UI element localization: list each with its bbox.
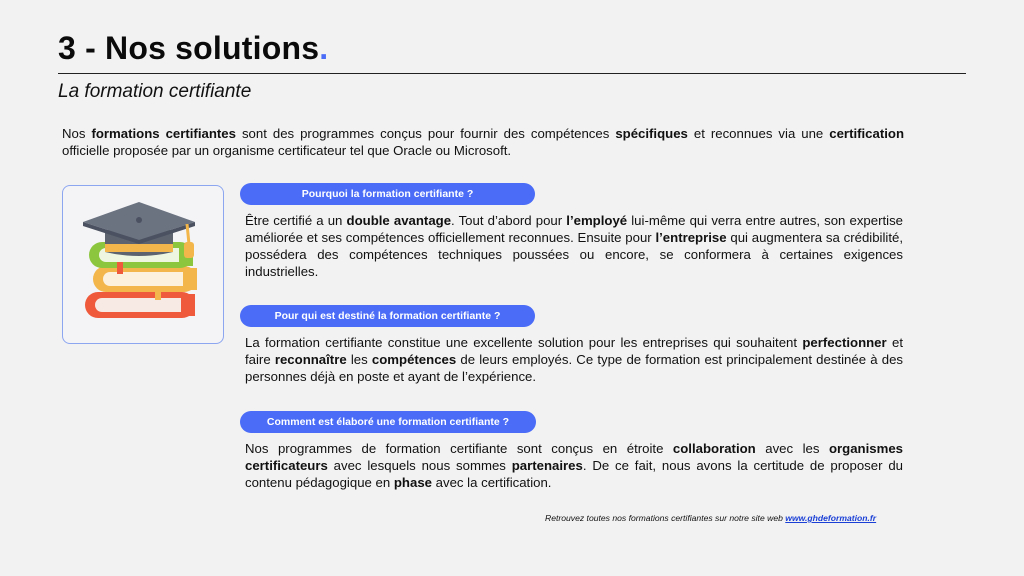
bold-text: certification: [829, 126, 905, 141]
graduation-cap-on-books-icon: [63, 186, 223, 343]
image-frame: [62, 185, 224, 344]
text-run: avec lesquels nous sommes: [327, 458, 512, 473]
text-run: officielle proposée par un organisme certificateur tel que Oracle ou Microsoft.: [62, 143, 512, 158]
bold-text: organismes certificateurs: [245, 441, 903, 473]
text-run: . Tout d’abord pour: [451, 213, 567, 228]
bold-text: spécifiques: [615, 126, 688, 141]
text-run: Être certifié a un: [245, 213, 347, 228]
bold-text: compétences: [371, 352, 457, 367]
text-run: avec la certification.: [432, 475, 552, 490]
bold-text: l’employé: [566, 213, 628, 228]
section-text-for-whom: [245, 334, 903, 385]
text-run: les: [346, 352, 372, 367]
page-subtitle: La formation certifiante: [58, 81, 252, 102]
title-divider: [58, 73, 966, 74]
text-run: avec les: [755, 441, 829, 456]
title-accent-dot: .: [319, 30, 329, 66]
bold-text: l’entreprise: [655, 230, 727, 245]
section-text-how: [245, 440, 903, 491]
text-run: qui augmentera sa crédibilité, possédera des compétences techniques poussées ou encore, se conformera à certaines exigences industrielles.: [245, 230, 903, 279]
text-run: et reconnues via une: [687, 126, 830, 141]
section-heading-how: Comment est élaboré une formation certifiante ?: [240, 411, 536, 433]
text-run: La formation certifiante constitue une excellente solution pour les entreprises qui souhaitent: [245, 335, 803, 350]
text-run: . De ce fait, nous avons la certitude de proposer du contenu pédagogique en: [245, 458, 903, 490]
text-run: et faire: [245, 335, 903, 367]
footer-note: [545, 513, 876, 523]
bold-text: phase: [393, 475, 432, 490]
bold-text: collaboration: [672, 441, 756, 456]
section-text-why: [245, 212, 903, 280]
text-run: Nos programmes de formation certifiante sont conçus en étroite: [245, 441, 673, 456]
website-link[interactable]: www.ghdeformation.fr: [785, 513, 877, 523]
bold-text: partenaires: [511, 458, 583, 473]
text-run: lui-même qui verra entre autres, son expertise améliorée et ses compétences officiellement reconnues. Ensuite pour: [245, 213, 903, 245]
section-heading-for-whom: Pour qui est destiné la formation certifiante ?: [240, 305, 535, 327]
bold-text: double avantage: [346, 213, 452, 228]
section-heading-why: Pourquoi la formation certifiante ?: [240, 183, 535, 205]
bold-text: reconnaître: [274, 352, 347, 367]
text-run: sont des programmes conçus pour fournir des compétences: [235, 126, 616, 141]
text-run: de leurs employés. Ce type de formation est principalement destinée à des personnes déjà en poste et ayant de l’expérience.: [245, 352, 903, 384]
text-run: Nos: [62, 126, 92, 141]
footer-text: Retrouvez toutes nos formations certifiantes sur notre site web: [545, 513, 786, 523]
page-title: 3 - Nos solutions.: [58, 30, 329, 66]
intro-paragraph: [62, 125, 904, 159]
bold-text: perfectionner: [802, 335, 887, 350]
bold-text: formations certifiantes: [91, 126, 236, 141]
